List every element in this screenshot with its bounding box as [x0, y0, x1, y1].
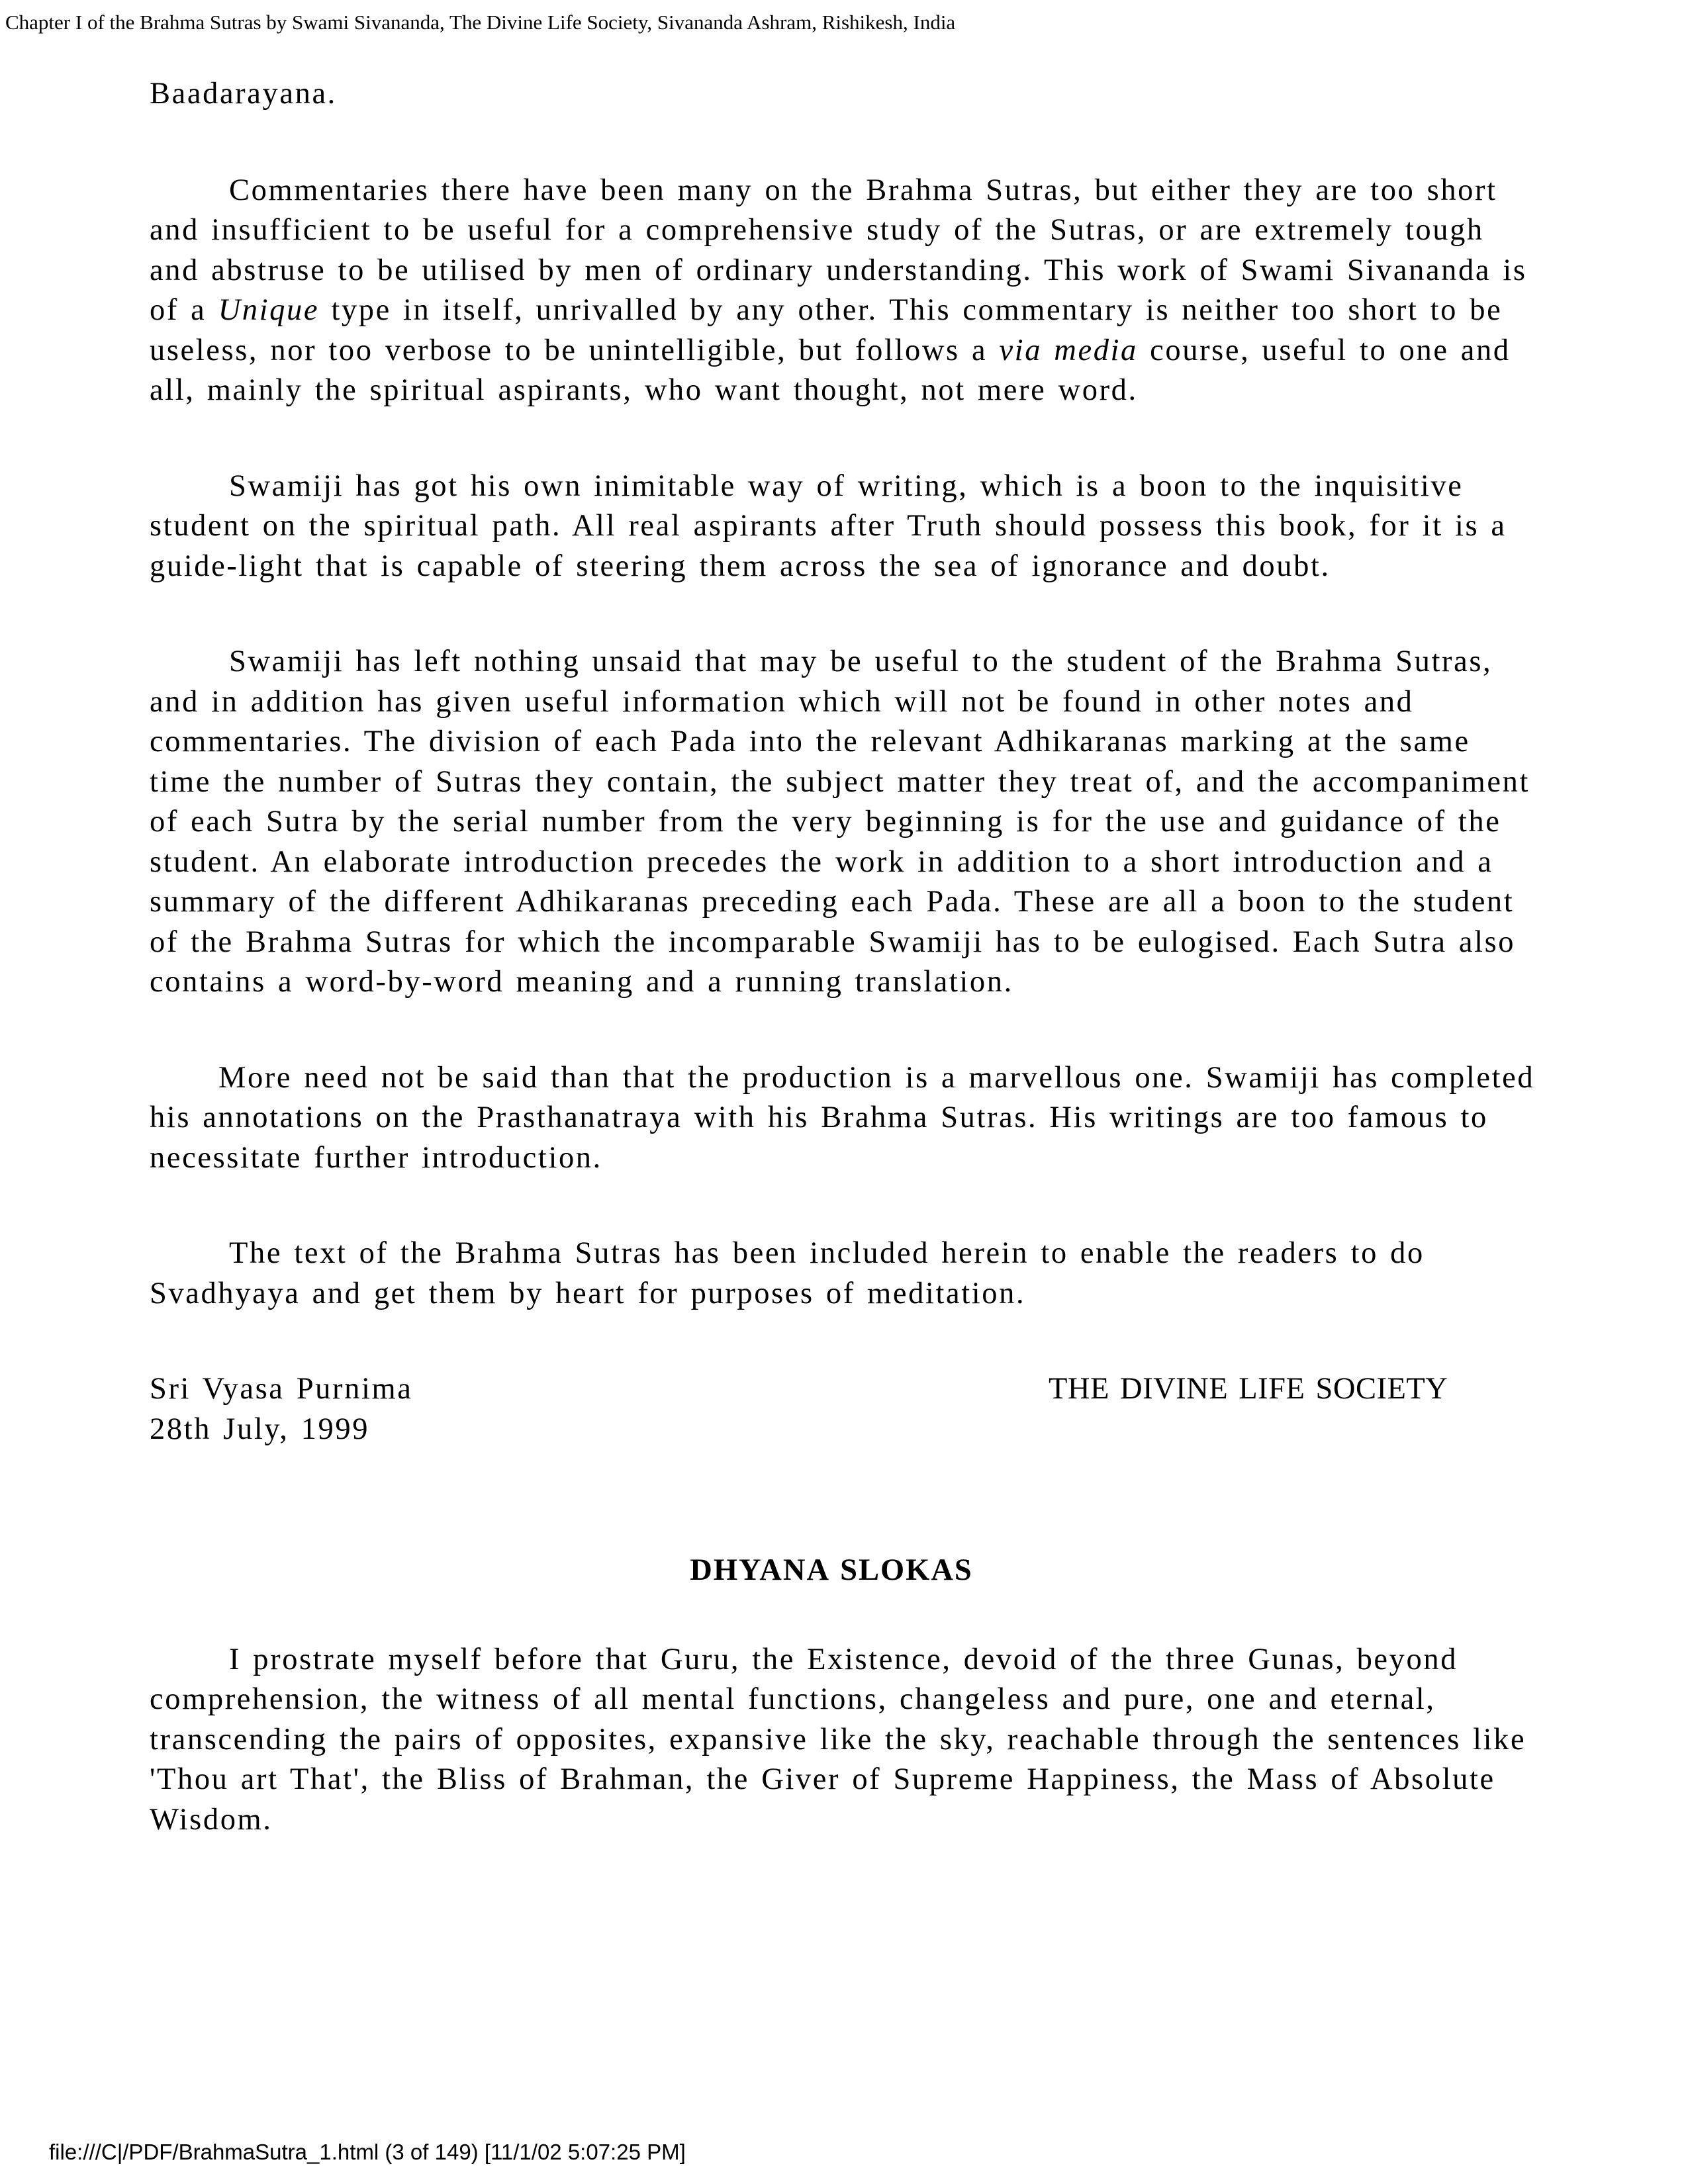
emphasis-unique: Unique	[218, 293, 320, 327]
paragraph-sutra-text: The text of the Brahma Sutras has been included herein to enable the readers to do Svadhyaya and get them by heart for purposes of meditation.	[150, 1236, 1425, 1310]
lead-text: Baadarayana.	[150, 77, 337, 111]
signature-block	[150, 1369, 1540, 1450]
paragraph-writing-style: Swamiji has got his own inimitable way of writing, which is a boon to the inquisitive student on the spiritual path. All real aspirants after Truth should possess this book, for it is a guide-light that is capable of steering them across the sea of ignorance and doubt.	[150, 469, 1507, 583]
document-body	[150, 74, 1540, 1895]
signature-organization: THE DIVINE LIFE SOCIETY	[1049, 1372, 1448, 1406]
paragraph-commentaries-part-1: Commentaries there have been many on the Brahma Sutras, but either they are too short and insufficient to be useful for a comprehensive study of the Sutras, or are extremely tough and abstruse to be utilised by men of ordinary understanding. This work of Swami Sivananda is of a	[150, 173, 1527, 327]
emphasis-via-media: via media	[999, 333, 1138, 367]
paragraph-commentaries-part-3: course, useful to one and all, mainly the spiritual aspirants, who want thought, not mere word.	[150, 333, 1511, 407]
signature-occasion: Sri Vyasa Purnima	[150, 1372, 413, 1406]
paragraph-commentaries-part-2: type in itself, unrivalled by any other. This commentary is neither too short to be useless, nor too verbose to be unintelligible, but follows a	[150, 293, 1503, 367]
signature-left	[150, 1369, 413, 1449]
page-header-title: Chapter I of the Brahma Sutras by Swami Sivananda, The Divine Life Society, Sivananda Ashram, Rishikesh, India	[5, 11, 956, 34]
paragraph-commentaries	[150, 171, 1540, 411]
paragraph-production: More need not be said than that the production is a marvellous one. Swamiji has completed his annotations on the Prasthanatraya with his Brahma Sutras. His writings are too famous to necessitate further introduction.	[150, 1060, 1535, 1175]
signature-date: 28th July, 1999	[150, 1412, 370, 1446]
paragraph-prostration: I prostrate myself before that Guru, the Existence, devoid of the three Gunas, beyond comprehension, the witness of all mental functions, changeless and pure, one and eternal, transcending the pairs of opposites, expansive like the sky, reachable through the sentences like 'Thou art That', the Bliss of Brahman, the Giver of Supreme Happiness, the Mass of Absolute Wisdom.	[150, 1642, 1526, 1837]
section-title: DHYANA SLOKAS	[690, 1553, 973, 1587]
paragraph-contents: Swamiji has left nothing unsaid that may be useful to the student of the Brahma Sutras, and in addition has given useful information which will not be found in other notes and commentaries. The division of each Pada into the relevant Adhikaranas marking at the same time the number of Sutras they contain, the subject matter they treat of, and the accompaniment of each Sutra by the serial number from the very beginning is for the use and guidance of the student. An elaborate introduction precedes the work in addition to a short introduction and a summary of the different Adhikaranas preceding each Pada. These are all a boon to the student of the Brahma Sutras for which the incomparable Swamiji has to be eulogised. Each Sutra also contains a word-by-word meaning and a running translation.	[150, 645, 1530, 999]
page-footer-path: file:///C|/PDF/BrahmaSutra_1.html (3 of 149) [11/1/02 5:07:25 PM]	[49, 2140, 686, 2164]
